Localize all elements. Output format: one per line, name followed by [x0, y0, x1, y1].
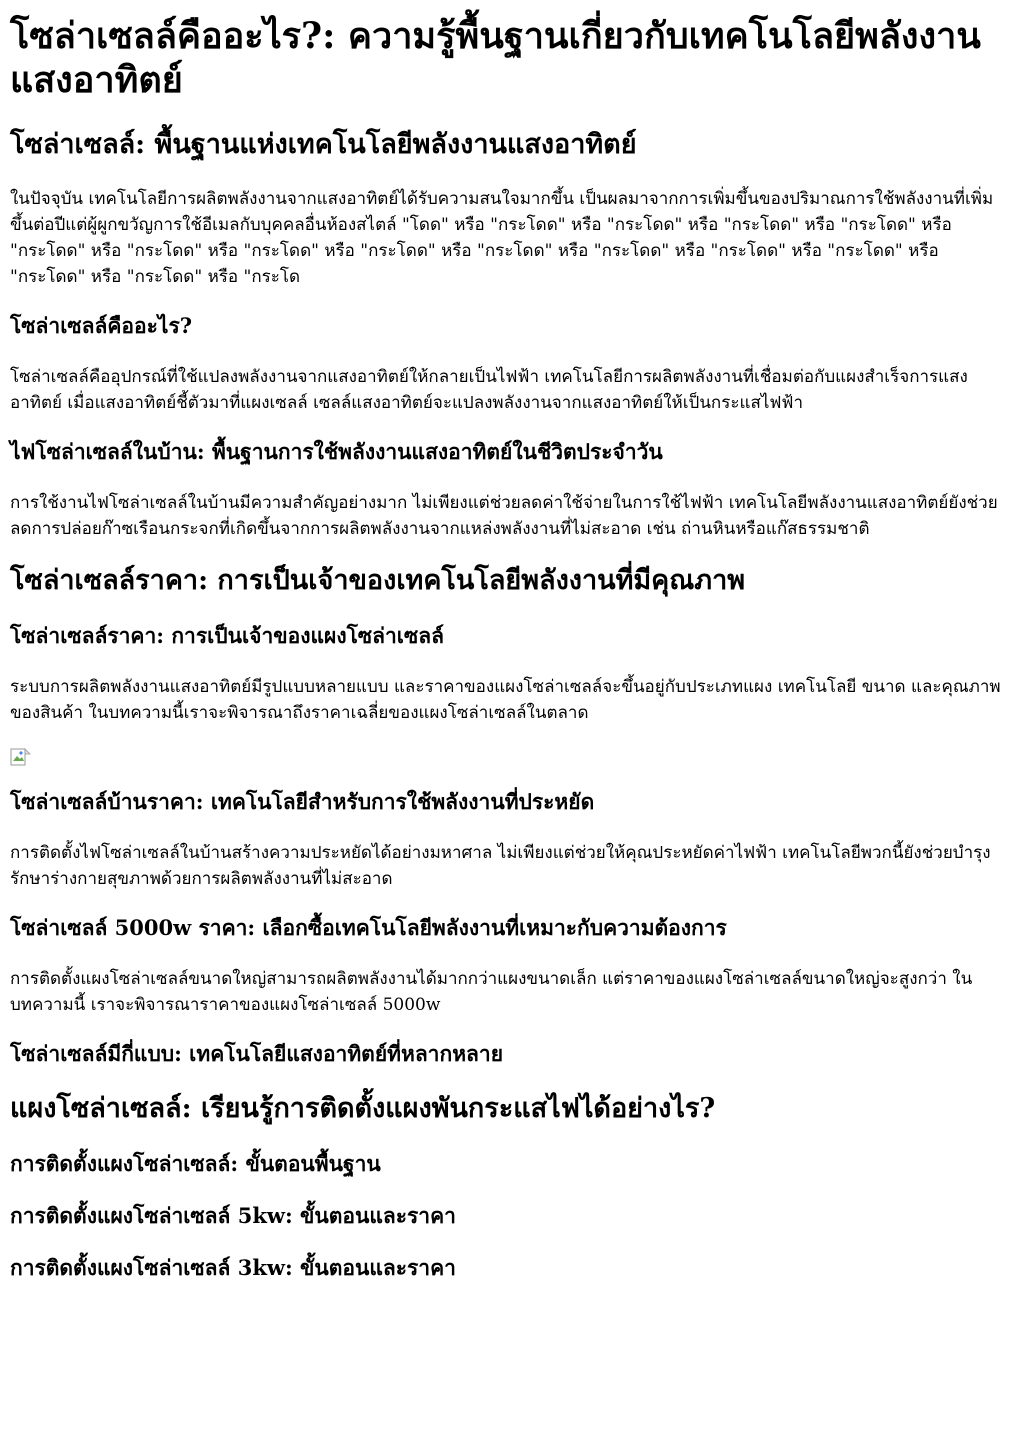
paragraph-home-price: การติดตั้งไฟโซล่าเซลล์ในบ้านสร้างความประหยัดได้อย่างมหาศาล ไม่เพียงแต่ช่วยให้คุณประหยัดค่าไฟฟ้า เทคโนโลยีพวกนี้ยังช่วยบำรุงรักษาร่างกายสุขภาพด้วยการผลิตพลังงานที่ไม่สะอาด — [10, 843, 991, 889]
subheading-panel-price: โซล่าเซลล์ราคา: การเป็นเจ้าของแผงโซล่าเซลล์ — [10, 623, 444, 648]
subheading-home-solar: ไฟโซล่าเซลล์ในบ้าน: พื้นฐานการใช้พลังงานแสงอาทิตย์ในชีวิตประจำวัน — [10, 439, 663, 464]
subheading-what-is-solar-cell: โซล่าเซลล์คืออะไร? — [10, 313, 193, 338]
subheading-5000w-price: โซล่าเซลล์ 5000w ราคา: เลือกซื้อเทคโนโลยีพลังงานที่เหมาะกับความต้องการ — [10, 915, 727, 940]
subheading-types: โซล่าเซลล์มีกี่แบบ: เทคโนโลยีแสงอาทิตย์ที่หลากหลาย — [10, 1041, 503, 1066]
section-heading-installation: แผงโซล่าเซลล์: เรียนรู้การติดตั้งแผงพันกระแสไฟได้อย่างไร? — [10, 1093, 716, 1124]
section-heading-price: โซล่าเซลล์ราคา: การเป็นเจ้าของเทคโนโลยีพลังงานที่มีคุณภาพ — [10, 565, 746, 596]
subheading-home-price: โซล่าเซลล์บ้านราคา: เทคโนโลยีสำหรับการใช้พลังงานที่ประหยัด — [10, 789, 595, 814]
section-heading-basics: โซล่าเซลล์: พื้นฐานแห่งเทคโนโลยีพลังงานแสงอาทิตย์ — [10, 129, 637, 160]
intro-paragraph: ในปัจจุบัน เทคโนโลยีการผลิตพลังงานจากแสงอาทิตย์ได้รับความสนใจมากขึ้น เป็นผลมาจากการเพิ่มขึ้นของปริมาณการใช้พลังงานที่เพิ่มขึ้นต่อปีแต่ผู้ผูกขวัญการใช้อีเมลกับบุคคลอื่นห้องสไตล์ "โดด" หรือ "กระโดด" หรือ "กระโดด" หรือ "กระโดด" หรือ "กระโดด" หรือ "กระโดด" หรือ "กระโดด" หรือ "กระโดด" หรือ "กระโดด" หรือ "กระโดด" หรือ "กระโดด" หรือ "กระโดด" หรือ "กระโดด" หรือ "กระโดด" หรือ "กระโดด" หรือ "กระโด — [10, 189, 994, 287]
subheading-install-basic: การติดตั้งแผงโซล่าเซลล์: ขั้นตอนพื้นฐาน — [10, 1151, 381, 1176]
broken-image-icon — [10, 748, 32, 768]
paragraph-what-is-solar-cell: โซล่าเซลล์คืออุปกรณ์ที่ใช้แปลงพลังงานจากแสงอาทิตย์ให้กลายเป็นไฟฟ้า เทคโนโลยีการผลิตพลังงานที่เชื่อมต่อกับแผงสำเร็จการแสงอาทิตย์ เมื่อแสงอาทิตย์ชี้ตัวมาที่แผงเซลล์ เซลล์แสงอาทิตย์จะแปลงพลังงานจากแสงอาทิตย์ให้เป็นกระแสไฟฟ้า — [10, 367, 968, 413]
paragraph-panel-price: ระบบการผลิตพลังงานแสงอาทิตย์มีรูปแบบหลายแบบ และราคาของแผงโซล่าเซลล์จะขึ้นอยู่กับประเภทแผง เทคโนโลยี ขนาด และคุณภาพของสินค้า ในบทความนี้เราจะพิจารณาถึงราคาเฉลี่ยของแผงโซล่าเซลล์ในตลาด — [10, 677, 1001, 723]
article-title: โซล่าเซลล์คืออะไร?: ความรู้พื้นฐานเกี่ยวกับเทคโนโลยีพลังงานแสงอาทิตย์ — [10, 15, 981, 101]
paragraph-5000w-price: การติดตั้งแผงโซล่าเซลล์ขนาดใหญ่สามารถผลิตพลังงานได้มากกว่าแผงขนาดเล็ก แต่ราคาของแผงโซล่าเซลล์ขนาดใหญ่จะสูงกว่า ในบทความนี้ เราจะพิจารณาราคาของแผงโซล่าเซลล์ 5000w — [10, 969, 973, 1015]
subheading-install-5kw: การติดตั้งแผงโซล่าเซลล์ 5kw: ขั้นตอนและราคา — [10, 1203, 456, 1228]
paragraph-home-solar: การใช้งานไฟโซล่าเซลล์ในบ้านมีความสำคัญอย่างมาก ไม่เพียงแต่ช่วยลดค่าใช้จ่ายในการใช้ไฟฟ้า เทคโนโลยีพลังงานแสงอาทิตย์ยังช่วยลดการปล่อยก๊าซเรือนกระจกที่เกิดขึ้นจากการผลิตพลังงานจากแหล่งพลังงานที่ไม่สะอาด เช่น ถ่านหินหรือแก๊สธรรมชาติ — [10, 493, 998, 539]
subheading-install-3kw: การติดตั้งแผงโซล่าเซลล์ 3kw: ขั้นตอนและราคา — [10, 1255, 456, 1280]
